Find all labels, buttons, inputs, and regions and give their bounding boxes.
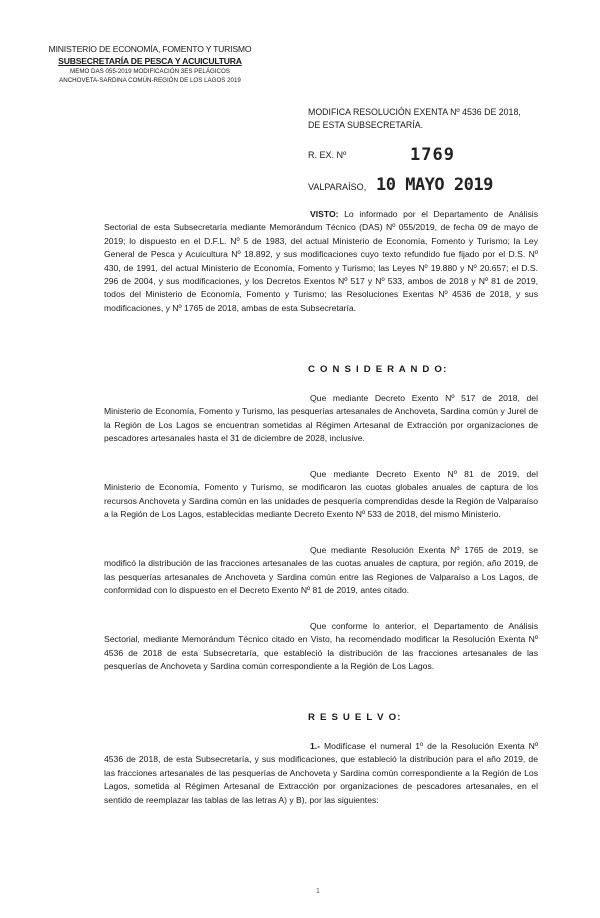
ministry-name: MINISTERIO DE ECONOMÍA, FOMENTO Y TURISMO xyxy=(48,44,252,54)
region-reference: ANCHOVETA-SARDINA COMÚN-REGIÓN DE LOS LAGOS 2019 xyxy=(59,77,241,84)
visto-text: Lo informado por el Departamento de Análisis Sectorial de esta Subsecretaría mediante Memorándum Técnico (DAS) Nº 055/2019, de fecha 09 de mayo de 2019; lo dispuesto en el D.F.L. Nº 5 de 1983, del actual Ministerio de Economía, Fomento y Turismo; la Ley General de Pesca y Acuicultura Nº 18.892, y sus modificaciones cuyo texto refundido fue fijado por el D.S. Nº 430, de 1991, del actual Ministerio de Economía, Fomento y Turismo; las Leyes Nº 19.880 y Nº 20.657; el D.S. 296 de 2004, y sus modificaciones, y los Decretos Exentos Nº 517 y Nº 533, ambos de 2018 y Nº 81 de 2019, todos del Ministerio de Economía, Fomento y Turismo; las Resoluciones Exentas Nº 4536 de 2018, y sus modificaciones, y Nº 1765 de 2018, ambas de esta Subsecretaría. xyxy=(104,209,538,313)
resolution-subject-line1: MODIFICA RESOLUCIÓN EXENTA Nº 4536 DE 2018, xyxy=(308,107,521,117)
resolution-subject xyxy=(308,106,521,132)
rex-number-stamp: 1769 xyxy=(410,145,455,165)
page-number: 1 xyxy=(316,888,320,895)
resuelvo-heading: R E S U E L V O: xyxy=(308,712,402,723)
considerando-heading: C O N S I D E R A N D O: xyxy=(308,364,448,375)
resolution-subject-line2: DE ESTA SUBSECRETARÍA. xyxy=(308,120,424,130)
visto-paragraph xyxy=(104,208,538,315)
considerando-paragraph-1: Que mediante Decreto Exento Nº 517 de 2018, del Ministerio de Economía, Fomento y Turismo, las pesquerías artesanales de Anchoveta, Sardina común y Jurel de la Región de Los Lagos se encuentran sometidas al Régimen Artesanal de Extracción por organizaciones de pescadores artesanales hasta el 31 de diciembre de 2028, inclusive. xyxy=(104,393,538,444)
resuelvo-paragraph-1 xyxy=(104,740,538,807)
date-stamp: 10 MAYO 2019 xyxy=(376,175,493,195)
resuelvo-text: Modifícase el numeral 1º de la Resolución Exenta Nº 4536 de 2018, de esta Subsecretaría, y sus modificaciones, que estableció la distribución para el año 2019, de las fracciones artesanales de las pesquerías de Anchoveta y Sardina común correspondiente a la Región de Los Lagos, sometida al Régimen Artesanal de Extracción por organizaciones de pescadores artesanales, en el sentido de reemplazar las tablas de las letras A) y B), por las siguientes: xyxy=(104,741,538,805)
letterhead xyxy=(30,44,270,85)
place-label: VALPARAÍSO, xyxy=(308,182,367,192)
memo-reference: MEMO DAS 055-2019 MODIFICACIÓN 3ES PELÁGICOS xyxy=(70,68,230,75)
rex-label: R. EX. Nº xyxy=(308,150,347,160)
resuelvo-number: 1.- xyxy=(310,741,321,751)
considerando-paragraph-4: Que conforme lo anterior, el Departamento de Análisis Sectorial, mediante Memorándum Técnico citado en Visto, ha recomendado modificar la Resolución Exenta Nº 4536 de 2018 de esta Subsecretaría, que estableció la distribución de las fracciones artesanales de las pesquerías de Anchoveta y Sardina común correspondiente a la Región de Los Lagos. xyxy=(104,621,538,672)
considerando-paragraph-2: Que mediante Decreto Exento Nº 81 de 2019, del Ministerio de Economía, Fomento y Turismo, se modificaron las cuotas globales anuales de captura de los recursos Anchoveta y Sardina común en las unidades de pesquería comprendidas desde la Región de Valparaíso a la Región de Los Lagos, establecidas mediante Decreto Exento Nº 533 de 2018, del mismo Ministerio. xyxy=(104,469,538,520)
visto-label: VISTO: xyxy=(310,209,339,219)
subsecretaria-name: SUBSECRETARÍA DE PESCA Y ACUICULTURA xyxy=(58,55,242,66)
considerando-paragraph-3: Que mediante Resolución Exenta Nº 1765 de 2019, se modificó la distribución de las fracciones artesanales de las cuotas anuales de captura, por región, año 2019, de las pesquerías artesanales de Anchoveta y Sardina común entre las Regiones de Valparaíso a Los Lagos, de conformidad con lo dispuesto en el Decreto Exento Nº 81 de 2019, antes citado. xyxy=(104,545,538,596)
